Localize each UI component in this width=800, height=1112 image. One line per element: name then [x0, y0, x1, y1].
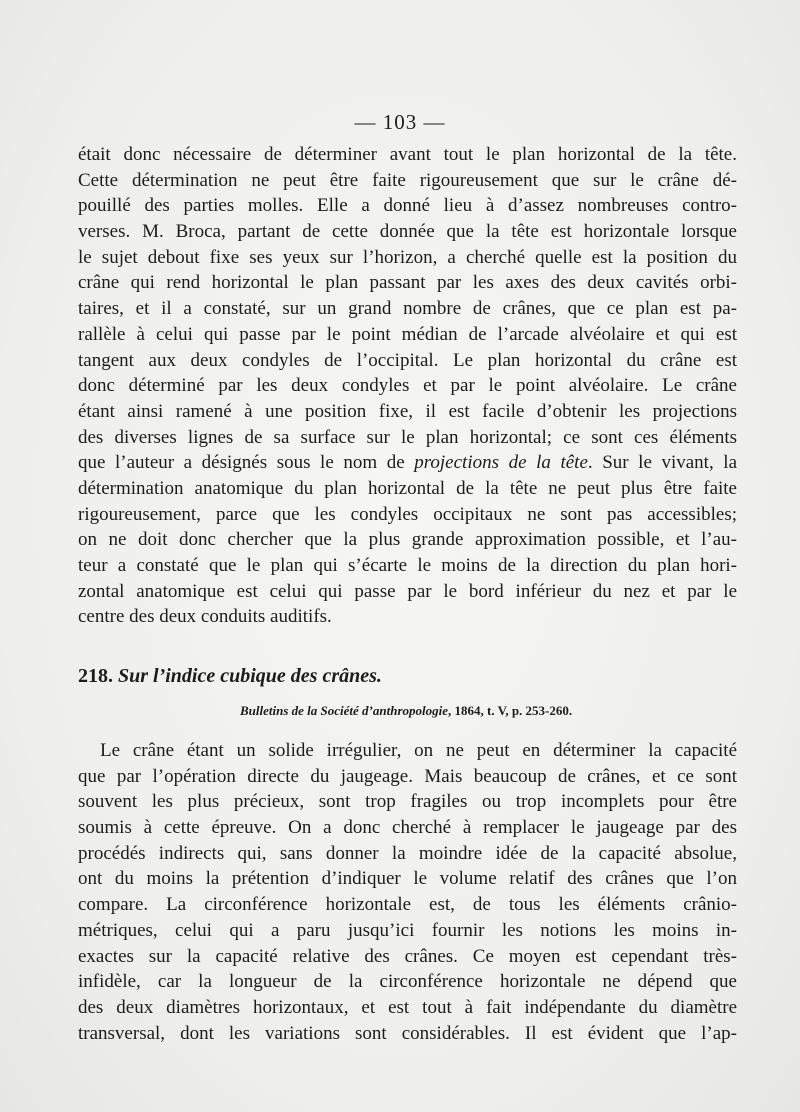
- emphasized-term: projections de la tête: [414, 452, 588, 474]
- section-heading: [78, 665, 382, 688]
- text-segment: que l’auteur a désignés sous le nom de: [78, 452, 415, 474]
- text-line: soumis à cette épreuve. On a donc cherché à remplacer le jaugeage par des: [78, 817, 737, 839]
- paragraph-cubic-index: [78, 738, 737, 1046]
- text-line: centre des deux conduits auditifs.: [78, 606, 332, 628]
- text-line: transversal, dont les variations sont considérables. Il est évident que l’ap-: [78, 1022, 737, 1044]
- text-line: métriques, celui qui a paru jusqu’ici fournir les notions les moins in-: [78, 919, 737, 941]
- text-line: donc déterminé par les deux condyles et par le point alvéolaire. Le crâne: [78, 375, 737, 397]
- text-line: détermination anatomique du plan horizontal de la tête ne peut plus être faite: [78, 477, 737, 499]
- section-number: 218.: [78, 665, 113, 687]
- text-line: tangent aux deux condyles de l’occipital. Le plan horizontal du crâne est: [78, 349, 737, 371]
- text-line: pouillé des parties molles. Elle a donné lieu à d’assez nombreuses contro-: [78, 195, 737, 217]
- text-line: on ne doit donc chercher que la plus grande approximation possible, et l’au-: [78, 529, 737, 551]
- text-line: taires, et il a constaté, sur un grand nombre de crânes, que ce plan est pa-: [78, 298, 737, 320]
- text-line: exactes sur la capacité relative des crânes. Ce moyen est cependant très-: [78, 945, 737, 967]
- text-line: souvent les plus précieux, sont trop fragiles ou trop incomplets pour être: [78, 791, 737, 813]
- text-line: étant ainsi ramené à une position fixe, il est facile d’obtenir les projections: [78, 400, 737, 422]
- text-line: procédés indirects qui, sans donner la moindre idée de la capacité absolue,: [78, 842, 737, 864]
- text-line: était donc nécessaire de déterminer avant tout le plan horizontal de la tête.: [78, 144, 737, 165]
- text-line: zontal anatomique est celui qui passe par le bord inférieur du nez et par le: [78, 580, 737, 602]
- citation: [240, 703, 572, 719]
- text-line: teur a constaté que le plan qui s’écarte le moins de la direction du plan hori-: [78, 555, 737, 576]
- section-title: Sur l’indice cubique des crânes.: [118, 665, 382, 687]
- citation-reference: , 1864, t. V, p. 253-260.: [448, 703, 573, 718]
- text-line: des diverses lignes de sa surface sur le plan horizontal; ce sont ces éléments: [78, 426, 737, 448]
- text-line: infidèle, car la longueur de la circonférence horizontale ne dépend que: [78, 971, 737, 993]
- citation-source: Bulletins de la Société d’anthropologie: [240, 703, 449, 718]
- text-line: Le crâne étant un solide irrégulier, on ne peut en déterminer la capacité: [100, 740, 737, 761]
- text-line: que par l’opération directe du jaugeage. Mais beaucoup de crânes, et ce sont: [78, 765, 737, 787]
- text-line: rallèle à celui qui passe par le point médian de l’arcade alvéolaire et qui est: [78, 323, 737, 345]
- text-line: ont du moins la prétention d’indiquer le volume relatif des crânes que l’on: [78, 868, 737, 890]
- text-line: Cette détermination ne peut être faite rigoureusement que sur le crâne dé-: [78, 169, 737, 191]
- text-line: rigoureusement, parce que les condyles occipitaux ne sont pas accessibles;: [78, 503, 737, 525]
- text-line: crâne qui rend horizontal le plan passant par les axes des deux cavités orbi-: [78, 272, 737, 294]
- text-line: verses. M. Broca, partant de cette donnée que la tête est horizontale lorsque: [78, 221, 737, 243]
- text-segment: . Sur le vivant, la: [587, 452, 737, 474]
- paragraph-projections: [78, 142, 737, 630]
- text-line: compare. La circonférence horizontale est, de tous les éléments crânio-: [78, 894, 737, 916]
- text-line: [78, 450, 737, 476]
- page-number: — 103 —: [354, 110, 446, 134]
- text-line: des deux diamètres horizontaux, et est tout à fait indépendante du diamètre: [78, 996, 737, 1018]
- text-line: le sujet debout fixe ses yeux sur l’horizon, a cherché quelle est la position du: [78, 246, 737, 268]
